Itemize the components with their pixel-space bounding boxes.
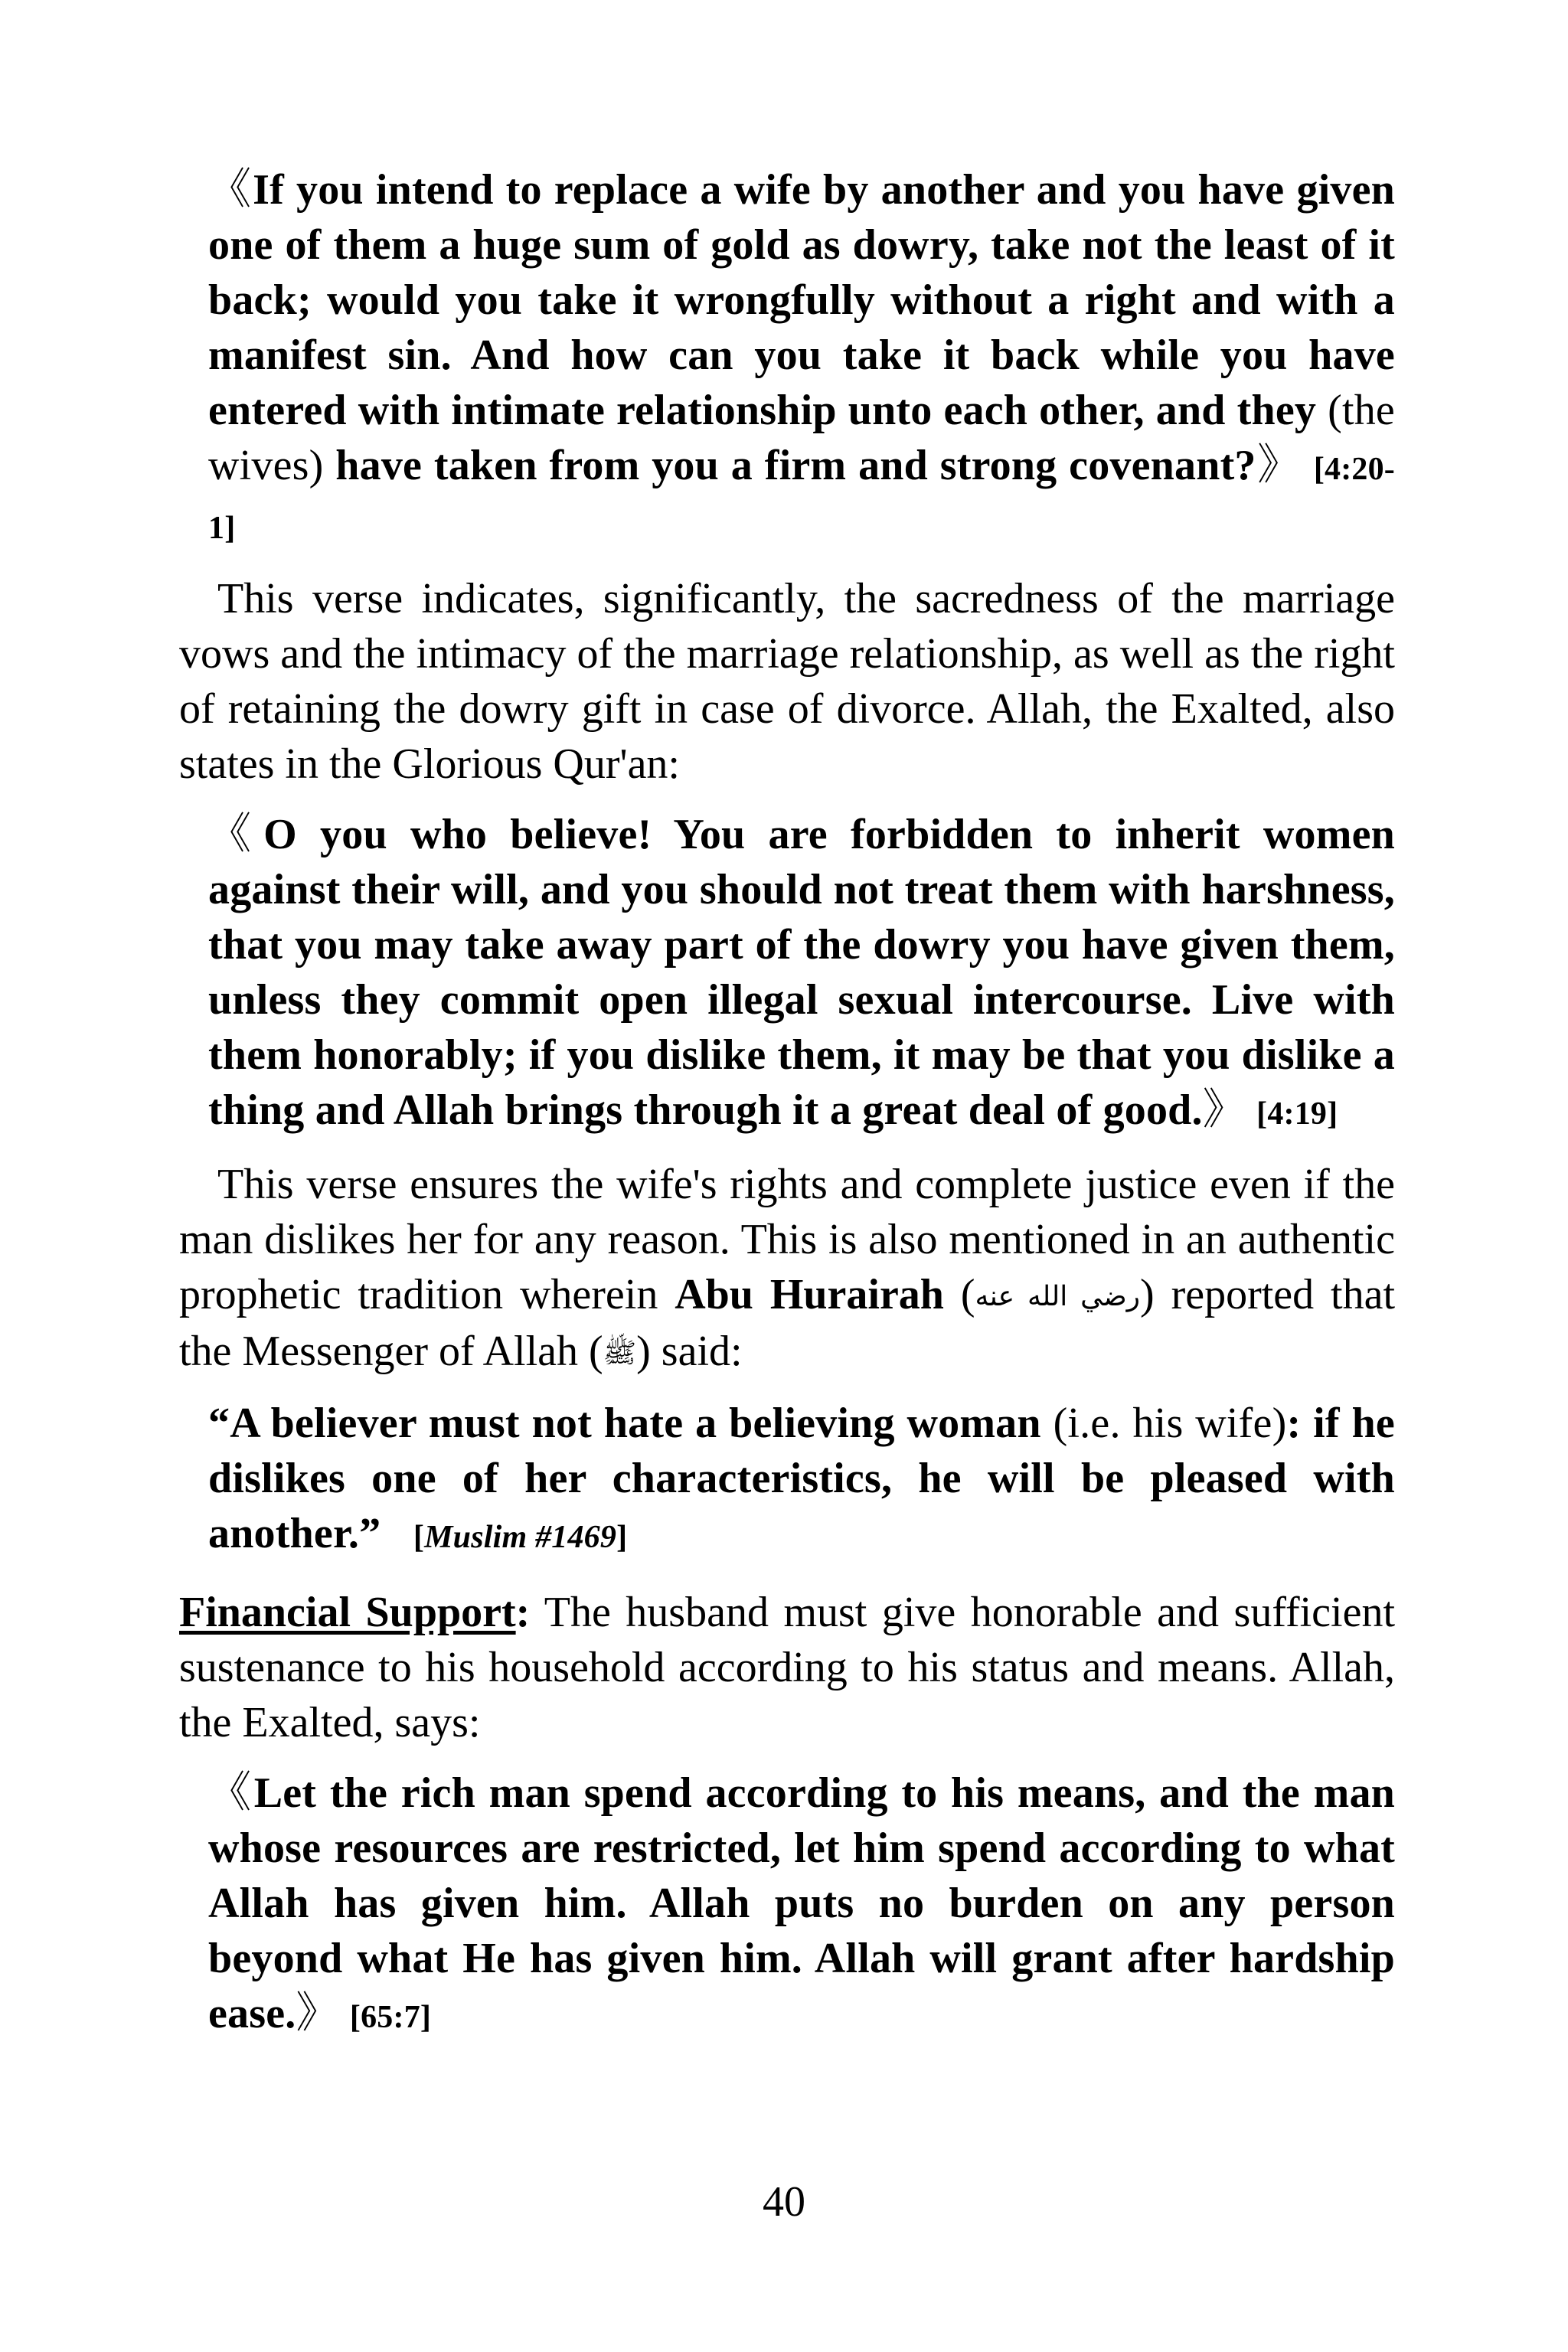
verse-close-bracket: 》 (1202, 1086, 1246, 1134)
quran-verse-65-7 (208, 1766, 1395, 2045)
narrator-name: Abu Hurairah (675, 1271, 944, 1318)
verse-open-bracket: 《 (208, 811, 264, 858)
section-paragraph: Financial Support: The husband must give honorable and sufficient sustenance to his household according to his status and means. Allah, the Exalted, says: (179, 1589, 1395, 1746)
quran-verse-4-20 (208, 162, 1395, 556)
verse-text-end: have taken from you a firm and strong covenant? (323, 442, 1256, 489)
verse-text: Let the rich man spend according to his means, and the man whose resources are restricted, let him spend according to what Allah has given him. Allah puts no burden on any person beyond what He has given him. Allah will grant after hardship ease. (208, 1769, 1396, 2037)
commentary-text: This verse ensures the wife's rights and complete justice even if the man dislikes her for any reason. This is also mentioned in an authentic prophetic tradition wherein (179, 1161, 1395, 1318)
commentary-text: This verse indicates, significantly, the sacredness of the marriage vows and the intimacy of the marriage relationship, as well as the right of retaining the dowry gift in case of divorce. Allah, the Exalted, also states in the Glorious Qur'an: (179, 575, 1395, 788)
verse-reference: [4:20-1] (208, 452, 1395, 546)
verse-close-bracket: 》 (1256, 442, 1302, 489)
page-number: 40 (763, 2178, 805, 2226)
verse-gloss: (the wives) (208, 387, 1395, 489)
verse-text: If you intend to replace a wife by another and you have given one of them a huge sum of gold as dowry, take not the least of it back; would you take it wrongfully without a right and with a manifest sin. And how can you take it back while you have entered with intimate relationship unto each other, and they (208, 166, 1396, 434)
section-heading: Financial Support (179, 1589, 516, 1636)
verse-open-bracket: 《 (208, 166, 253, 214)
hadith-quote (208, 1396, 1395, 1565)
verse-close-bracket: 》 (296, 1990, 339, 2037)
page-content (179, 162, 1395, 2045)
hadith-gloss: (i.e. his wife) (1040, 1400, 1287, 1447)
hadith-text: “A believer must not hate a believing woman (208, 1400, 1041, 1447)
commentary-paragraph: This verse ensures the wife's rights and complete justice even if the man dislikes her for any reason. This is also mentioned in an authentic prophetic tradition wherein Abu Hurairah (رضي الله عنه) reported that the Messenger of Allah (ﷺ) said: (179, 1161, 1395, 1375)
commentary-paragraph (179, 571, 1395, 792)
commentary-text: reported that the Messenger of Allah ( (179, 1271, 1395, 1375)
quran-verse-4-19 (208, 807, 1395, 1142)
verse-reference: [65:7] (349, 2000, 432, 2035)
verse-text: O you who believe! You are forbidden to inherit women against their will, and you should not treat them with harshness, that you may take away part of the dowry you have given them, unless they commit open illegal sexual intercourse. Live with them honorably; if you dislike them, it may be that you dislike a thing and Allah brings through it a great deal of good. (208, 811, 1396, 1134)
hadith-reference: [Muslim #1469] (413, 1520, 628, 1555)
verse-reference: [4:19] (1256, 1096, 1338, 1132)
verse-open-bracket: 《 (208, 1769, 254, 1817)
section-text: The husband must give honorable and sufficient sustenance to his household according to his status and means. Allah, the Exalted, says: (179, 1589, 1395, 1746)
commentary-text: ) said: (636, 1328, 743, 1375)
hadith-text-end: : if he dislikes one of her characteristics, he will be pleased with another.” (208, 1400, 1395, 1557)
honorific-glyph: ﷺ (603, 1338, 637, 1368)
honorific-glyph: رضي الله عنه (975, 1281, 1141, 1312)
